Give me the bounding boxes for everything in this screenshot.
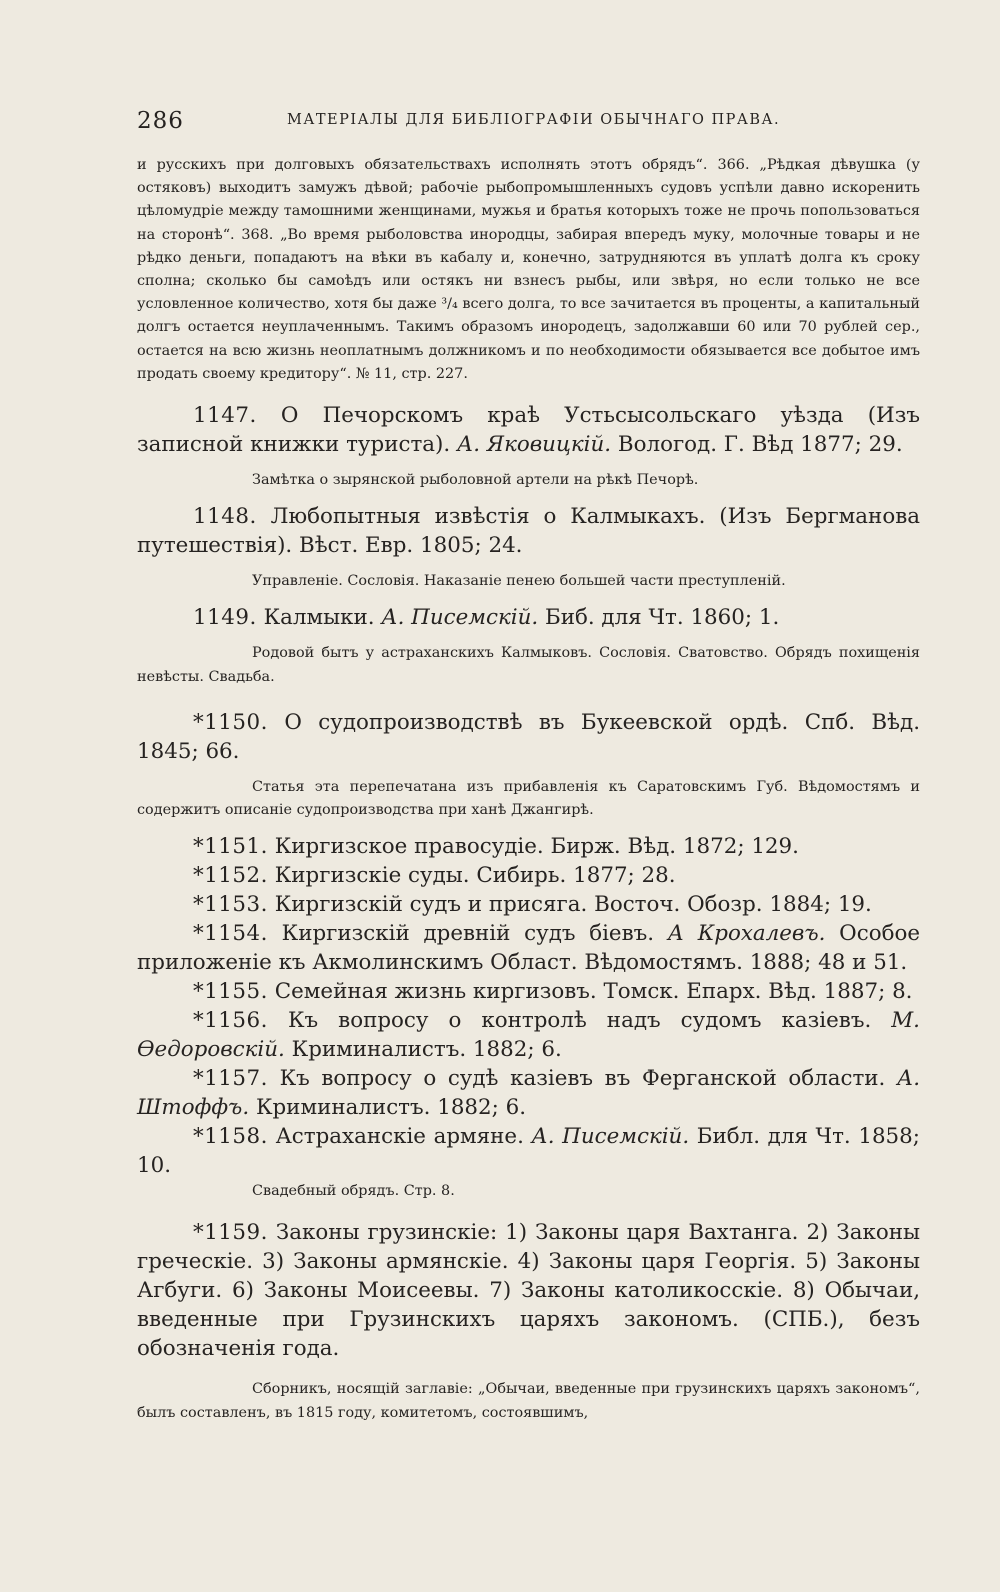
page-number: 286 xyxy=(137,108,184,134)
intro-paragraph: и русскихъ при долговыхъ обязательствахъ исполнять этотъ обрядъ“. 366. „Рѣдкая дѣвушка (у остяковъ) выходитъ замужъ дѣвой; рабочіе рыбопромышленныхъ судовъ успѣли давно искоренить цѣломудріе между тамошними женщинами, мужья и братья которыхъ тоже не прочь попользоваться на сторонѣ“. 368. „Во время рыболовства инородцы, забирая впередъ муку, молочные товары и не рѣдко деньги, попадаютъ на вѣки въ кабалу и, конечно, затрудняются въ уплатѣ долга къ сроку сполна; сколько бы самоѣдъ или остякъ ни взнесъ рыбы, или звѣря, но если только не все условленное количество, хотя бы даже ³/₄ всего долга, то все зачитается въ проценты, а капитальный долгъ остается неуплаченнымъ. Такимъ образомъ инородецъ, задолжавши 60 или 70 рублей сер., остается на всю жизнь неоплатнымъ должникомъ и по необходимости обязывается все добытое имъ продать своему кредитору“. № 11, стр. 227. xyxy=(137,157,920,382)
running-head: МАТЕРІАЛЫ ДЛЯ БИБЛІОГРАФІИ ОБЫЧНАГО ПРАВА. xyxy=(287,112,781,128)
entry-1156: *1156. Къ вопросу о контролѣ надъ судомъ казіевъ. М. Ѳедоровскій. Криминалистъ. 1882; 6. xyxy=(137,1008,920,1063)
entry-1153: *1153. Киргизскій судъ и присяга. Восточ. Обозр. 1884; 19. xyxy=(193,892,872,918)
page-header xyxy=(137,108,922,138)
entry-author: А. Писемскій. xyxy=(531,1124,690,1150)
entry-1149: 1149. Калмыки. А. Писемскій. Биб. для Чт. 1860; 1. xyxy=(193,605,780,631)
entry-note: Замѣтка о зырянской рыболовной артели на рѣкѣ Печорѣ. xyxy=(252,472,699,489)
entry-author: А. Писемскій. xyxy=(381,605,539,631)
entry-1147: 1147. О Печорскомъ краѣ Устьсысольскаго уѣзда (Изъ записной книжки туриста). А. Яковицкій. Вологод. Г. Вѣд 1877; 29. xyxy=(137,403,920,458)
entry-author: М. Ѳедоровскій. xyxy=(137,1008,920,1063)
entry-1148: 1148. Любопытныя извѣстія о Калмыкахъ. (Изъ Бергманова путешествія). Вѣст. Евр. 1805; 24. xyxy=(137,504,920,559)
entry-author: А. Штоффъ. xyxy=(137,1066,920,1121)
entry-note: Свадебный обрядъ. Стр. 8. xyxy=(252,1183,455,1200)
entry-author: А. Яковицкій. xyxy=(457,432,612,458)
entry-note: Статья эта перепечатана изъ прибавленія къ Саратовскимъ Губ. Вѣдомостямъ и содержитъ описаніе судопроизводства при ханѣ Джангирѣ. xyxy=(137,778,920,819)
entry-1151: *1151. Киргизское правосудіе. Бирж. Вѣд. 1872; 129. xyxy=(193,834,799,860)
entry-note: Сборникъ, носящій заглавіе: „Обычаи, введенные при грузинскихъ царяхъ закономъ“, былъ составленъ, въ 1815 году, комитетомъ, состоявшимъ, xyxy=(137,1381,920,1421)
entry-1159: *1159. Законы грузинскіе: 1) Законы царя Вахтанга. 2) Законы греческіе. 3) Законы армянскіе. 4) Законы царя Георгія. 5) Законы Агбуги. 6) Законы Моисеевы. 7) Законы католикосскіе. 8) Обычаи, введенные при Грузинскихъ царяхъ закономъ. (СПБ.), безъ обозначенія года. xyxy=(137,1220,920,1362)
entry-note: Родовой бытъ у астраханскихъ Калмыковъ. Сословія. Сватовство. Обрядъ похищенія невѣсты. Свадьба. xyxy=(137,645,920,685)
page-content xyxy=(137,154,920,1425)
entry-1157: *1157. Къ вопросу о судѣ казіевъ въ Ферганской области. А. Штоффъ. Криминалистъ. 1882; 6. xyxy=(137,1066,920,1121)
entry-1150: *1150. О судопроизводствѣ въ Букеевской ордѣ. Спб. Вѣд. 1845; 66. xyxy=(137,709,920,764)
entry-note: Управленіе. Сословія. Наказаніе пенею большей части преступленій. xyxy=(252,573,786,590)
entry-author: А Крохалевъ. xyxy=(667,921,826,947)
entry-1152: *1152. Киргизскіе суды. Сибирь. 1877; 28. xyxy=(193,863,676,889)
entry-1155: *1155. Семейная жизнь киргизовъ. Томск. Епарх. Вѣд. 1887; 8. xyxy=(193,979,913,1005)
entry-1154: *1154. Киргизскій древній судъ біевъ. А Крохалевъ. Особое приложеніе къ Акмолинскимъ Област. Вѣдомостямъ. 1888; 48 и 51. xyxy=(137,921,920,976)
entry-1158: *1158. Астраханскіе армяне. А. Писемскій. Библ. для Чт. 1858; 10. xyxy=(137,1124,920,1179)
